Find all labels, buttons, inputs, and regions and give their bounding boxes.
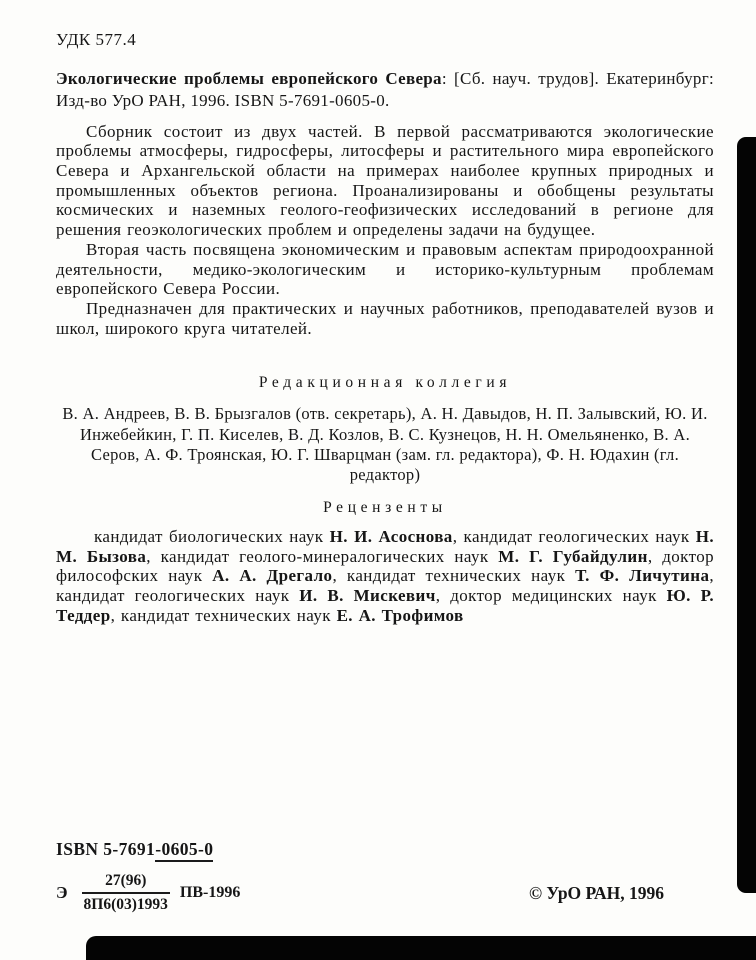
reviewer-degree: , доктор философских наук <box>56 546 714 586</box>
reviewers-heading: Рецензенты <box>323 498 447 516</box>
reviewer-degree: , кандидат геолого-минералогических наук <box>146 546 499 566</box>
classifier-letter: Э <box>56 883 68 902</box>
reviewer-degree: , кандидат геологических наук <box>452 526 696 546</box>
bibliographic-entry <box>56 68 714 112</box>
editorial-board-heading: Редакционная коллегия <box>258 374 512 392</box>
reviewers-paragraph <box>56 527 714 626</box>
reviewer-name: Т. Ф. Личутина <box>575 566 710 586</box>
imprint-footer <box>56 839 714 914</box>
reviewer-name: Н. И. Асоснова <box>329 526 453 546</box>
classifier-numerator: 27(96) <box>105 872 147 889</box>
reviewer-name: И. В. Мискевич <box>299 586 436 606</box>
isbn-prefix: ISBN 5-7691 <box>56 839 156 859</box>
classifier-row <box>56 872 714 914</box>
reviewer-name: А. А. Дрегало <box>212 566 333 586</box>
isbn-line <box>56 839 714 860</box>
classifier-fraction <box>82 872 170 914</box>
reviewer-name: Е. А. Трофимов <box>336 605 464 625</box>
book-title: Экологические проблемы европейского Севера <box>56 69 442 88</box>
isbn-suffix-underlined: -0605-0 <box>155 839 213 862</box>
copyright-notice: © УрО РАН, 1996 <box>528 882 664 903</box>
reviewer-degree: , кандидат геологических наук <box>56 566 715 606</box>
reviewer-degree: , кандидат технических наук <box>332 566 576 586</box>
classifier-denominator: 8П6(03)1993 <box>82 892 170 914</box>
udc-code: УДК 577.4 <box>56 30 137 49</box>
annotation-paragraph-1: Сборник состоит из двух частей. В первой рассматриваются экологические проблемы атмосферы, гидросферы, литосферы и растительного мира европейского Севера и Архангельской области на примерах наиболее крупных природных и промышленных объектов региона. Проанализированы и обобщены результаты космических и наземных геолого-геофизических исследований в регионе для решения геоэкологических проблем и определены задачи на будущее. <box>56 121 714 240</box>
publication-code: ПВ-1996 <box>179 884 241 901</box>
annotation-paragraph-2: Вторая часть посвящена экономическим и правовым аспектам природоохранной деятельности, медико-экологическим и историко-культурным проблемам европейского Севера России. <box>56 239 714 299</box>
scan-artifact-right-bar <box>737 137 756 893</box>
reviewer-degree: , кандидат технических наук <box>110 605 337 625</box>
reviewer-name: Ю. Р. Теддер <box>56 586 714 625</box>
annotation-paragraph-3: Предназначен для практических и научных работников, преподавателей вузов и школ, широкого круга читателей. <box>56 298 714 338</box>
reviewer-name: Н. М. Бызова <box>56 526 714 566</box>
reviewer-degree: , доктор медицинских наук <box>435 586 667 606</box>
scan-artifact-bottom-bar <box>86 936 756 960</box>
reviewer-degree: кандидат биологических наук <box>94 526 330 546</box>
editorial-board-members: В. А. Андреев, В. В. Брызгалов (отв. секретарь), А. Н. Давыдов, Н. П. Залывский, Ю. И. Инжебейкин, Г. П. Киселев, В. Д. Козлов, В. С. Кузнецов, Н. Н. Омельяненко, В. А. Серов, А. Ф. Троянская, Ю. Г. Шварцман (зам. гл. редактора), Ф. Н. Юдахин (гл. редактор) <box>62 404 708 484</box>
biblio-details: : [Сб. науч. трудов]. Екатеринбург: Изд-во УрО РАН, 1996. ISBN 5-7691-0605-0. <box>56 69 714 110</box>
reviewer-name: М. Г. Губайдулин <box>498 546 648 566</box>
